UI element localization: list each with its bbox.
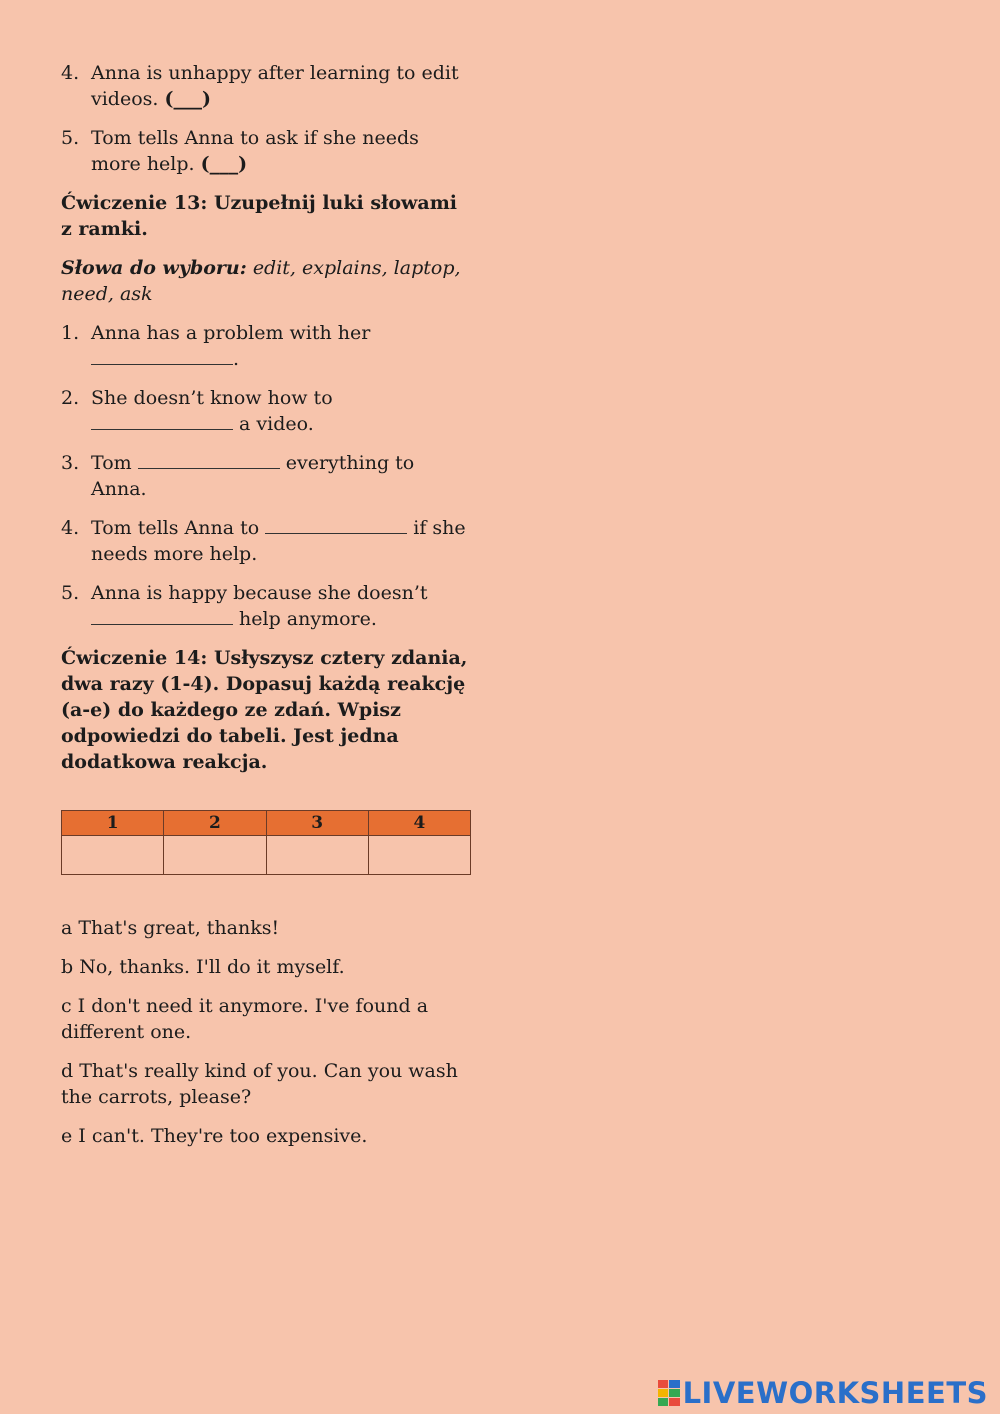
- reaction-item: c I don't need it anymore. I've found a different one.: [61, 995, 429, 1043]
- gap-text-after: .: [233, 348, 240, 370]
- statement-text: Tom tells Anna to ask if she needs more help.: [91, 127, 419, 175]
- worksheet-column: [61, 60, 473, 788]
- gap-text-after: help anymore.: [239, 608, 377, 630]
- logo-text: LIVEWORKSHEETS: [682, 1376, 988, 1410]
- item-number: 3.: [61, 452, 80, 474]
- gap-item: [61, 580, 473, 632]
- answer-cell-1[interactable]: [62, 836, 164, 875]
- statement-item: [61, 60, 473, 112]
- answer-table-row: [62, 836, 471, 875]
- answer-table: [61, 810, 471, 875]
- statement-text: Anna is unhappy after learning to edit videos.: [91, 62, 459, 110]
- gap-input[interactable]: [91, 411, 233, 430]
- reaction-item: b No, thanks. I'll do it myself.: [61, 956, 345, 978]
- gap-text-after: a video.: [239, 413, 314, 435]
- word-bank: [61, 255, 473, 307]
- item-number: 5.: [61, 127, 80, 149]
- gap-item: [61, 320, 473, 372]
- gap-text-after: everything to Anna.: [91, 452, 415, 500]
- reaction-item: e I can't. They're too expensive.: [61, 1125, 368, 1147]
- gap-item: [61, 515, 473, 567]
- reaction-list: [61, 915, 473, 1162]
- gap-text-before: Anna is happy because she doesn’t: [91, 582, 428, 604]
- gap-text-before: Tom: [91, 452, 132, 474]
- item-number: 1.: [61, 322, 80, 344]
- word-bank-words: edit, explains, laptop, need, ask: [61, 257, 461, 305]
- answer-table-header: [62, 811, 471, 836]
- gap-item: [61, 450, 473, 502]
- table-header-cell: 2: [164, 811, 266, 836]
- logo-mark-icon: [658, 1380, 680, 1406]
- exercise-13-heading: Ćwiczenie 13: Uzupełnij luki słowami z ramki.: [61, 192, 458, 240]
- answer-cell-3[interactable]: [266, 836, 368, 875]
- reaction-item: a That's great, thanks!: [61, 917, 280, 939]
- reaction-item: d That's really kind of you. Can you wash the carrots, please?: [61, 1060, 458, 1108]
- table-header-cell: 3: [266, 811, 368, 836]
- table-header-cell: 4: [368, 811, 470, 836]
- liveworksheets-logo: [658, 1376, 988, 1410]
- exercise-14-heading: Ćwiczenie 14: Usłyszysz cztery zdania, dwa razy (1-4). Dopasuj każdą reakcję (a-e) do każdego ze zdań. Wpisz odpowiedzi do tabeli. Jest jedna dodatkowa reakcja.: [61, 647, 468, 773]
- gap-text-after: if she needs more help.: [91, 517, 466, 565]
- word-bank-label: Słowa do wyboru:: [61, 257, 247, 279]
- item-number: 2.: [61, 387, 80, 409]
- gap-input[interactable]: [138, 450, 280, 469]
- answer-field[interactable]: (___): [164, 88, 211, 110]
- table-header-cell: 1: [62, 811, 164, 836]
- gap-input[interactable]: [265, 515, 407, 534]
- item-number: 4.: [61, 517, 80, 539]
- gap-item: [61, 385, 473, 437]
- gap-text-before: Tom tells Anna to: [91, 517, 260, 539]
- answer-field[interactable]: (___): [200, 153, 248, 175]
- answer-cell-4[interactable]: [368, 836, 470, 875]
- gap-text-before: Anna has a problem with her: [91, 322, 371, 344]
- gap-input[interactable]: [91, 346, 233, 365]
- statement-item: [61, 125, 473, 177]
- gap-text-before: She doesn’t know how to: [91, 387, 333, 409]
- gap-input[interactable]: [91, 606, 233, 625]
- item-number: 5.: [61, 582, 80, 604]
- item-number: 4.: [61, 62, 80, 84]
- answer-cell-2[interactable]: [164, 836, 266, 875]
